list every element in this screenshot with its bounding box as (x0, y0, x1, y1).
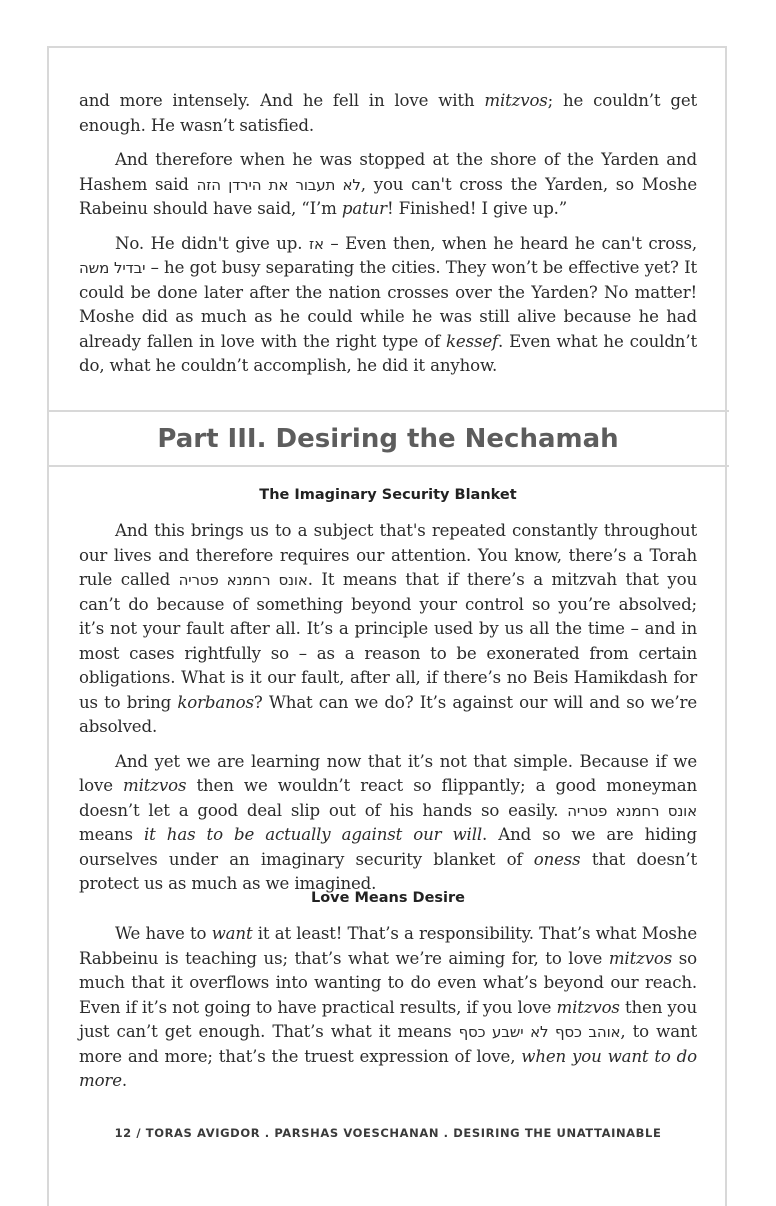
paragraph: And therefore when he was stopped at the shore of the Yarden and Hashem said לא תעבור את הירדן הזה, you can't cross the Yarden, so Moshe Rabeinu should have said, “I’m patur! Finished! I give up.” (79, 150, 697, 218)
paragraph: No. He didn't give up. אז – Even then, when he heard he can't cross, יבדיל משה – he got busy separating the cities. They won’t be effective yet? It could be done later after the nation crosses over the Yarden? No matter! Moshe did as much as he could while he was still alive because he had already fallen in love with the right type of kessef. Even what he couldn’t do, what he couldn’t accomplish, he did it anyhow. (79, 233, 697, 375)
divider-top (47, 410, 729, 412)
section-heading: Love Means Desire (310, 890, 466, 906)
section-3 (79, 888, 697, 1104)
section-1 (79, 89, 697, 389)
divider-bottom (47, 465, 729, 467)
paragraph: and more intensely. And he fell in love with mitzvos; he couldn’t get enough. He wasn’t satisfied. (79, 91, 698, 135)
paragraph: We have to want it at least! That’s a responsibility. That’s what Moshe Rabbeinu is teaching us; that’s what we’re aiming for, to love mitzvos so much that it overflows into wanting to do even what’s beyond our reach. Even if it’s not going to have practical results, if you love mitzvos then you just can’t get enough. That’s what it means אוהב כסף לא ישבע כסף, to want more and more; that’s the truest expression of love, when you want to do more. (79, 924, 697, 1090)
paragraph: And this brings us to a subject that's repeated constantly throughout our lives and therefore requires our attention. You know, there’s a Torah rule called אונס רחמנא פטריה. It means that if there’s a mitzvah that you can’t do because of something beyond your control so you’re absolved; it’s not your fault after all. It’s a principle used by us all the time – and in most cases rightfully so – as a reason to be exonerated from certain obligations. What is it our fault, after all, if there’s no Beis Hamikdash for us to bring korbanos? What can we do? It’s against our will and so we’re absolved. (79, 521, 698, 736)
page-footer: 12 / TORAS AVIGDOR . PARSHAS VOESCHANAN . DESIRING THE UNATTAINABLE (114, 1126, 662, 1140)
section-heading: The Imaginary Security Blanket (259, 487, 517, 503)
part-title: Part III. Desiring the Nechamah (157, 424, 619, 454)
section-2 (79, 485, 697, 907)
paragraph: And yet we are learning now that it’s not that simple. Because if we love mitzvos then we wouldn’t react so flippantly; a good moneyman doesn’t let a good deal slip out of his hands so easily. אונס רחמנא פטריה means it has to be actually against our will. And so we are hiding ourselves under an imaginary security blanket of oness that doesn’t protect us as much as we imagined. (79, 751, 697, 893)
